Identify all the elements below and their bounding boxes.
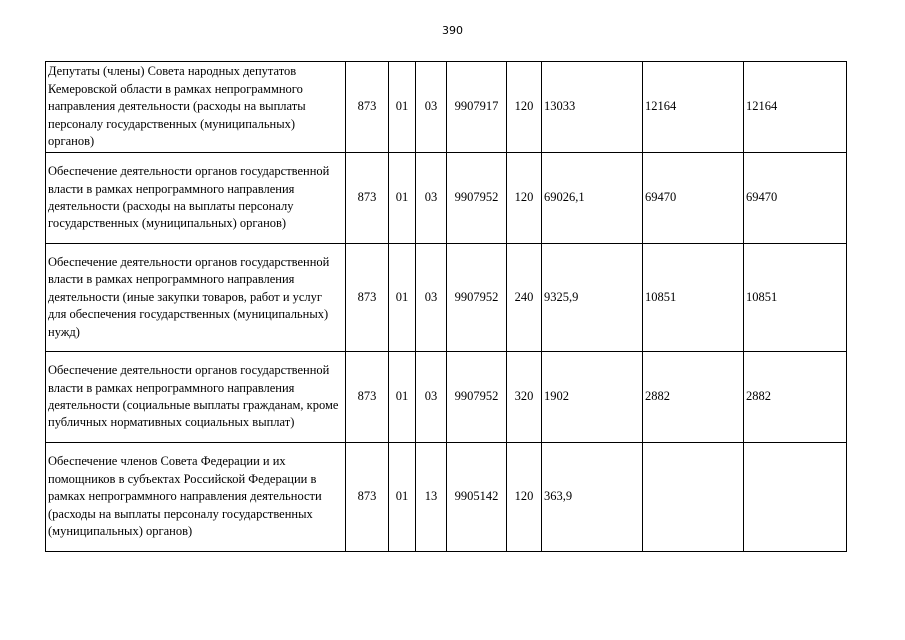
ved-code: 873	[346, 153, 389, 244]
budget-table	[45, 61, 847, 552]
ved-code: 873	[346, 244, 389, 352]
table-row	[46, 352, 847, 443]
expense-type-code: 240	[507, 244, 542, 352]
amount-3: 10851	[744, 244, 847, 352]
amount-3: 12164	[744, 62, 847, 153]
table-row	[46, 443, 847, 552]
amount-1: 363,9	[542, 443, 643, 552]
amount-1: 1902	[542, 352, 643, 443]
ved-code: 873	[346, 352, 389, 443]
subsection-code: 03	[416, 244, 447, 352]
section-code: 01	[389, 352, 416, 443]
section-code: 01	[389, 443, 416, 552]
subsection-code: 03	[416, 62, 447, 153]
target-article-code: 9907952	[447, 153, 507, 244]
expense-type-code: 320	[507, 352, 542, 443]
amount-1: 9325,9	[542, 244, 643, 352]
row-name: Обеспечение деятельности органов государственной власти в рамках непрограммного направления деятельности (социальные выплаты гражданам, кроме публичных нормативных социальных выплат)	[46, 352, 346, 443]
amount-1: 13033	[542, 62, 643, 153]
expense-type-code: 120	[507, 153, 542, 244]
ved-code: 873	[346, 443, 389, 552]
target-article-code: 9907917	[447, 62, 507, 153]
target-article-code: 9907952	[447, 244, 507, 352]
amount-3: 69470	[744, 153, 847, 244]
amount-3: 2882	[744, 352, 847, 443]
subsection-code: 13	[416, 443, 447, 552]
expense-type-code: 120	[507, 62, 542, 153]
subsection-code: 03	[416, 352, 447, 443]
amount-1: 69026,1	[542, 153, 643, 244]
amount-2: 2882	[643, 352, 744, 443]
section-code: 01	[389, 62, 416, 153]
table-row	[46, 153, 847, 244]
target-article-code: 9905142	[447, 443, 507, 552]
amount-2: 69470	[643, 153, 744, 244]
section-code: 01	[389, 244, 416, 352]
section-code: 01	[389, 153, 416, 244]
amount-2	[643, 443, 744, 552]
table-row	[46, 244, 847, 352]
ved-code: 873	[346, 62, 389, 153]
row-name: Обеспечение деятельности органов государственной власти в рамках непрограммного направления деятельности (иные закупки товаров, работ и услуг для обеспечения государственных (муниципальных) нужд)	[46, 244, 346, 352]
expense-type-code: 120	[507, 443, 542, 552]
row-name: Обеспечение деятельности органов государственной власти в рамках непрограммного направления деятельности (расходы на выплаты персоналу государственных (муниципальных) органов)	[46, 153, 346, 244]
amount-3	[744, 443, 847, 552]
amount-2: 12164	[643, 62, 744, 153]
row-name: Обеспечение членов Совета Федерации и их помощников в субъектах Российской Федерации в рамках непрограммного направления деятельности (расходы на выплаты персоналу государственных (муниципальных) органов)	[46, 443, 346, 552]
target-article-code: 9907952	[447, 352, 507, 443]
row-name: Депутаты (члены) Совета народных депутатов Кемеровской области в рамках непрограммного направления деятельности (расходы на выплаты персоналу государственных (муниципальных) органов)	[46, 62, 346, 153]
table-row	[46, 62, 847, 153]
subsection-code: 03	[416, 153, 447, 244]
amount-2: 10851	[643, 244, 744, 352]
page-number: 390	[442, 24, 463, 37]
